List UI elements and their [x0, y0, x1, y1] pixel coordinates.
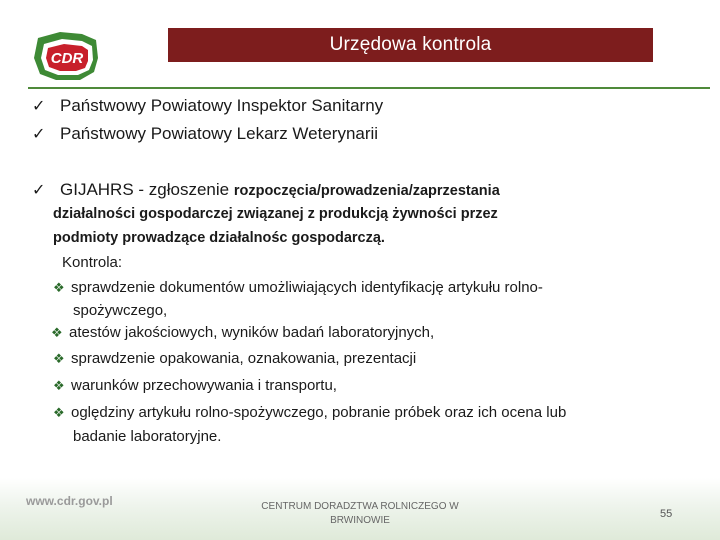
- page-number: 55: [660, 508, 673, 520]
- bullet-item: [32, 96, 383, 116]
- page-title: Urzędowa kontrola: [329, 34, 492, 55]
- check-icon: ✓: [32, 126, 46, 143]
- bullet-text: Państwowy Powiatowy Inspektor Sanitarny: [60, 96, 384, 115]
- gijahrs-continuation: podmioty prowadzące działalnośc gospodarczą.: [53, 230, 385, 246]
- kontrola-item-text: sprawdzenie dokumentów umożliwiających identyfikację artykułu rolno-: [71, 279, 543, 296]
- kontrola-label: Kontrola:: [62, 254, 123, 271]
- bullet-item: [32, 124, 378, 144]
- kontrola-item: [51, 324, 434, 341]
- gijahrs-lead: GIJAHRS - zgłoszenie: [60, 180, 234, 199]
- kontrola-item-continuation: badanie laboratoryjne.: [73, 428, 222, 445]
- kontrola-item-text: sprawdzenie opakowania, oznakowania, prezentacji: [71, 350, 417, 367]
- gijahrs-item: [32, 180, 500, 200]
- diamond-bullet-icon: ❖: [51, 325, 63, 340]
- kontrola-item: [53, 404, 566, 421]
- check-icon: ✓: [32, 98, 46, 115]
- diamond-bullet-icon: ❖: [53, 378, 65, 393]
- gijahrs-bold-first: rozpoczęcia/prowadzenia/zaprzestania: [233, 183, 500, 199]
- check-icon: ✓: [32, 182, 46, 199]
- kontrola-item-text: warunków przechowywania i transportu,: [71, 377, 337, 394]
- footer-org-line: CENTRUM DORADZTWA ROLNICZEGO W: [261, 501, 459, 512]
- diamond-bullet-icon: ❖: [53, 280, 65, 295]
- kontrola-item-continuation: spożywczego,: [73, 302, 168, 319]
- kontrola-item-text: atestów jakościowych, wyników badań laboratoryjnych,: [69, 324, 435, 341]
- bullet-text: Państwowy Powiatowy Lekarz Weterynarii: [60, 124, 379, 143]
- header-divider: [28, 87, 710, 89]
- kontrola-item: [53, 279, 543, 296]
- logo-text: CDR: [50, 50, 84, 67]
- kontrola-item: [53, 377, 337, 394]
- diamond-bullet-icon: ❖: [53, 351, 65, 366]
- diamond-bullet-icon: ❖: [53, 405, 65, 420]
- kontrola-item-text: oględziny artykułu rolno-spożywczego, pobranie próbek oraz ich ocena lub: [71, 404, 567, 421]
- cdr-logo-graphic: [30, 28, 104, 84]
- cdr-logo: [30, 28, 104, 84]
- gijahrs-continuation: działalności gospodarczej związanej z produkcją żywności przez: [53, 206, 498, 222]
- kontrola-item: [53, 350, 416, 367]
- title-bar: [168, 28, 653, 62]
- footer-organization: [250, 500, 470, 528]
- footer-url: www.cdr.gov.pl: [26, 494, 113, 508]
- footer-org-line: BRWINOWIE: [330, 515, 390, 526]
